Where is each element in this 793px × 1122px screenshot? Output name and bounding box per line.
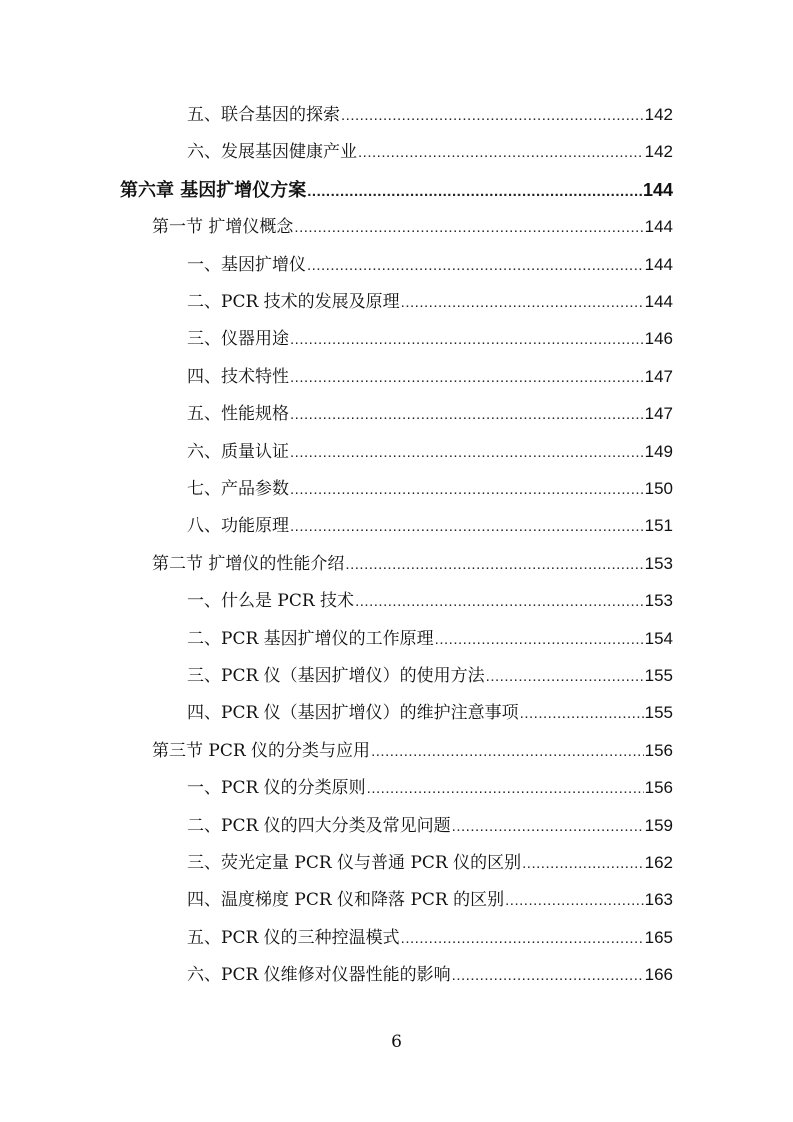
toc-dot-leader (290, 439, 644, 467)
toc-section-entry[interactable] (152, 737, 673, 765)
toc-entry-page: 150 (644, 479, 673, 498)
toc-entry-page: 156 (644, 778, 673, 798)
toc-section-entry[interactable] (152, 213, 673, 241)
toc-entry-title: 一、基因扩增仪 (187, 254, 306, 275)
toc-entry-page: 162 (644, 853, 673, 872)
toc-item-entry[interactable] (187, 812, 673, 840)
toc-item-entry[interactable] (187, 400, 673, 428)
page-number: 6 (391, 1032, 402, 1052)
toc-entry-title: 八、功能原理 (187, 516, 289, 537)
toc-item-entry[interactable] (187, 587, 673, 615)
toc-item-entry[interactable] (187, 101, 673, 129)
toc-dot-leader (522, 850, 644, 878)
toc-entry-title: 第三节 PCR 仪的分类与应用 (152, 740, 371, 761)
toc-dot-leader (355, 588, 644, 616)
toc-entry-page: 151 (644, 516, 673, 536)
toc-dot-leader (290, 364, 644, 392)
toc-entry-page: 155 (644, 666, 673, 685)
toc-entry-title: 五、性能规格 (187, 404, 289, 425)
toc-entry-title: 三、PCR 仪（基因扩增仪）的使用方法 (187, 666, 485, 686)
toc-dot-leader (452, 962, 644, 990)
toc-dot-leader (290, 513, 644, 541)
toc-entry-page: 163 (644, 890, 673, 910)
toc-dot-leader (367, 775, 644, 803)
toc-entry-page: 159 (644, 815, 673, 835)
toc-entry-page: 166 (644, 965, 673, 985)
toc-item-entry[interactable] (187, 849, 673, 877)
toc-dot-leader (358, 139, 644, 167)
toc-entry-page: 146 (644, 329, 673, 349)
toc-entry-title: 一、什么是 PCR 技术 (187, 591, 355, 612)
toc-entry-page: 142 (644, 142, 673, 162)
toc-dot-leader (290, 476, 644, 504)
toc-entry-page: 144 (644, 217, 673, 237)
toc-item-entry[interactable] (187, 625, 673, 653)
toc-entry-page: 147 (644, 366, 673, 386)
toc-entry-page: 144 (642, 179, 673, 200)
toc-entry-title: 二、PCR 技术的发展及原理 (187, 292, 400, 312)
toc-item-entry[interactable] (187, 924, 673, 952)
toc-entry-title: 四、温度梯度 PCR 仪和降落 PCR 的区别 (187, 890, 505, 911)
toc-item-entry[interactable] (187, 363, 673, 391)
toc-entry-title: 三、仪器用途 (187, 329, 289, 350)
toc-entry-page: 153 (644, 553, 673, 573)
toc-item-entry[interactable] (187, 886, 673, 914)
toc-entry-title: 二、PCR 仪的四大分类及常见问题 (187, 815, 451, 836)
toc-dot-leader (345, 551, 643, 579)
toc-item-entry[interactable] (187, 662, 673, 690)
toc-entry-title: 三、荧光定量 PCR 仪与普通 PCR 仪的区别 (187, 853, 522, 873)
toc-dot-leader (307, 178, 642, 206)
toc-entry-title: 七、产品参数 (187, 479, 289, 499)
toc-dot-leader (401, 289, 644, 317)
toc-item-entry[interactable] (187, 512, 673, 540)
toc-entry-title: 五、PCR 仪的三种控温模式 (187, 927, 400, 948)
toc-entry-title: 四、PCR 仪（基因扩增仪）的维护注意事项 (187, 703, 519, 724)
toc-item-entry[interactable] (187, 475, 673, 503)
toc-entry-title: 五、联合基因的探索 (187, 105, 340, 125)
toc-dot-leader (290, 401, 644, 429)
toc-item-entry[interactable] (187, 251, 673, 279)
toc-entry-title: 一、PCR 仪的分类原则 (187, 778, 366, 799)
toc-entry-title: 第一节 扩增仪概念 (152, 217, 294, 238)
toc-item-entry[interactable] (187, 774, 673, 802)
toc-item-entry[interactable] (187, 288, 673, 316)
toc-dot-leader (290, 326, 644, 354)
toc-item-entry[interactable] (187, 961, 673, 989)
toc-dot-leader (505, 887, 644, 915)
toc-dot-leader (307, 252, 644, 280)
toc-dot-leader (486, 663, 644, 691)
toc-section-entry[interactable] (152, 550, 673, 578)
toc-item-entry[interactable] (187, 138, 673, 166)
toc-entry-page: 155 (644, 703, 673, 723)
toc-entry-title: 六、发展基因健康产业 (187, 142, 357, 163)
toc-entry-page: 144 (644, 254, 673, 274)
toc-entry-title: 六、质量认证 (187, 441, 289, 462)
toc-entry-page: 149 (644, 441, 673, 461)
toc-entry-page: 144 (644, 292, 673, 311)
toc-entry-title: 六、PCR 仪维修对仪器性能的影响 (187, 965, 451, 986)
toc-entry-page: 156 (644, 740, 673, 760)
toc-item-entry[interactable] (187, 699, 673, 727)
toc-dot-leader (341, 102, 644, 130)
toc-item-entry[interactable] (187, 438, 673, 466)
toc-entry-title: 第二节 扩增仪的性能介绍 (152, 553, 345, 574)
toc-entry-page: 153 (644, 591, 673, 611)
toc-entry-title: 二、PCR 基因扩增仪的工作原理 (187, 628, 434, 649)
toc-dot-leader (401, 925, 644, 953)
toc-entry-page: 165 (644, 927, 673, 947)
toc-entry-title: 第六章 基因扩增仪方案 (120, 179, 307, 201)
toc-entry-page: 147 (644, 404, 673, 424)
toc-dot-leader (452, 813, 644, 841)
toc-item-entry[interactable] (187, 325, 673, 353)
toc-entry-page: 142 (644, 105, 673, 124)
toc-chapter-entry[interactable] (120, 176, 673, 204)
toc-dot-leader (294, 214, 643, 242)
toc-entry-page: 154 (644, 628, 673, 648)
toc-dot-leader (435, 626, 644, 654)
toc-dot-leader (371, 738, 644, 766)
toc-dot-leader (520, 700, 644, 728)
toc-entry-title: 四、技术特性 (187, 366, 289, 387)
